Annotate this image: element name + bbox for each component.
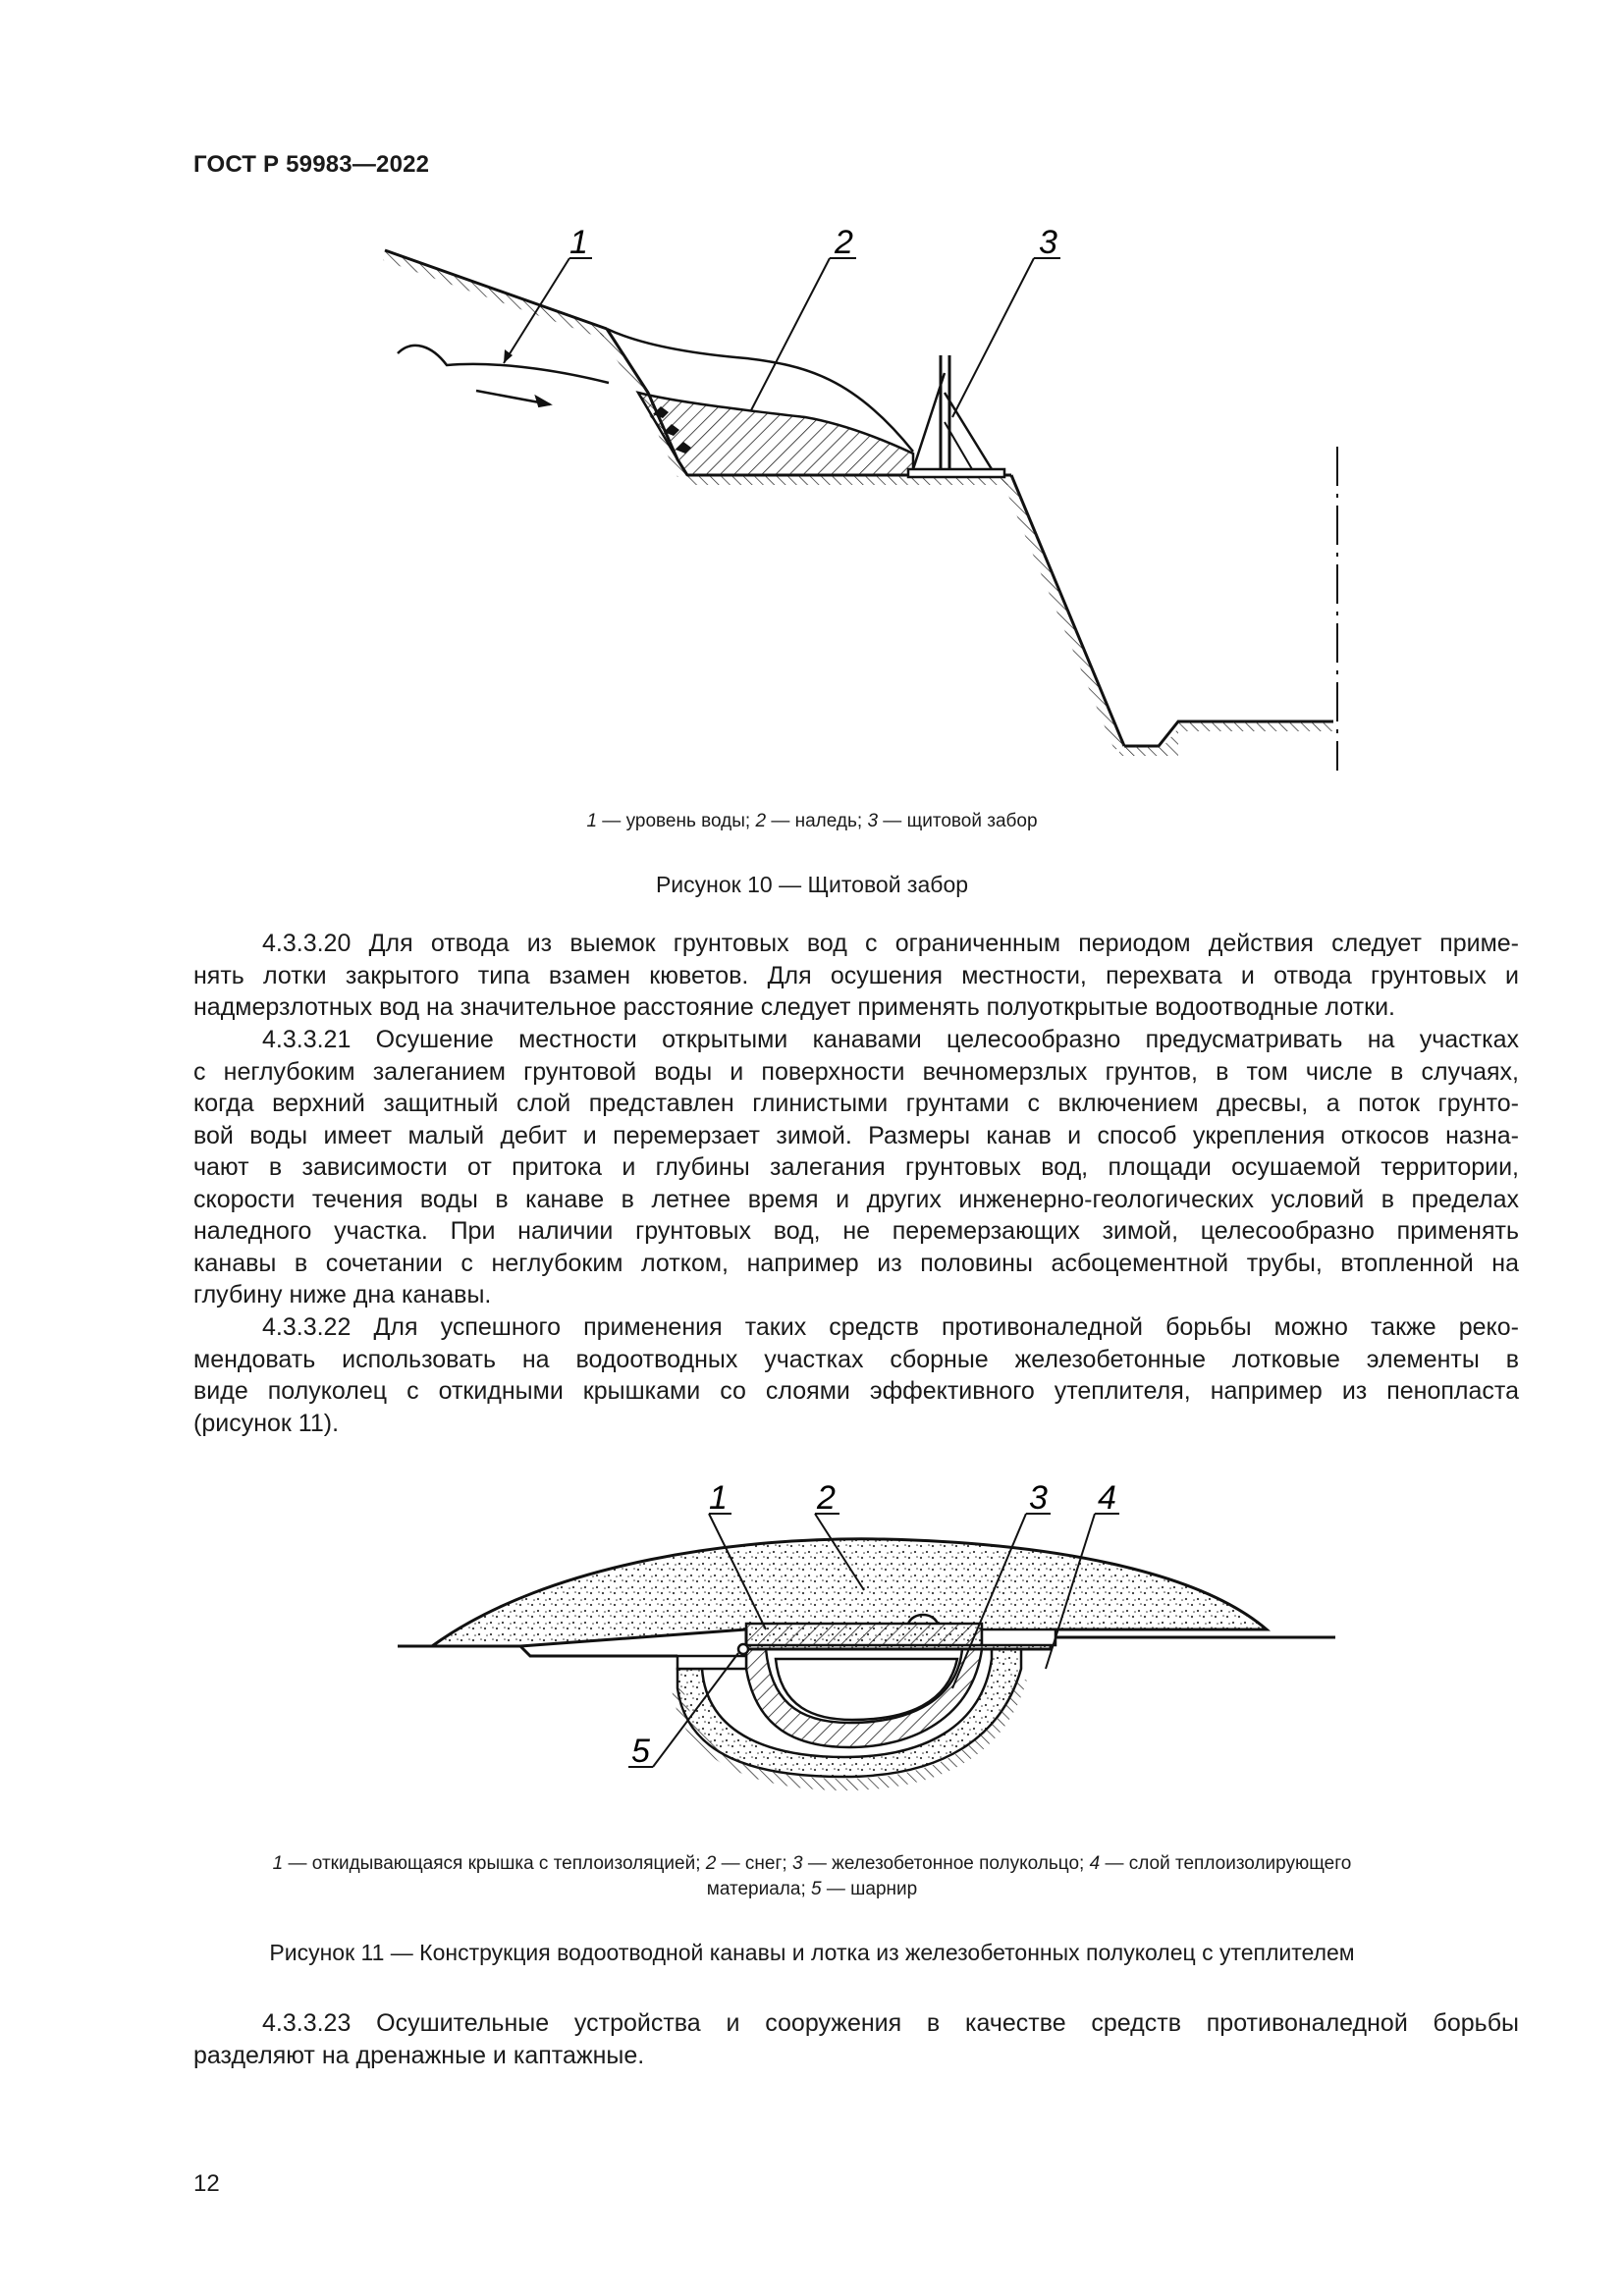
figure-11-callout-3: 3 <box>1029 1479 1048 1517</box>
figure-10-callout-2: 2 <box>835 224 853 261</box>
figure-11-callout-5: 5 <box>631 1733 650 1770</box>
figure-10-legend: 1 — уровень воды; 2 — наледь; 3 — щитовой забор <box>586 811 1038 831</box>
figure-11-drawing <box>388 1472 1340 1826</box>
figure-11-legend-line-2: материала; 5 — шарнир <box>706 1879 918 1899</box>
paragraph-4-3-3-20: 4.3.3.20 Для отвода из выемок грунтовых вод с ограниченным периодом действия следует приме- нять лотки закрытого типа взамен кюветов. Для осушения местности, перехвата и отвода грунтовых и надмерзлотных вод на значительное расстояние следует применять полуоткрытые водоотводные лотки. <box>193 930 1519 1021</box>
figure-11-callout-2: 2 <box>817 1479 836 1517</box>
figure-11-legend <box>0 1853 1624 1900</box>
figure-11-caption: Рисунок 11 — Конструкция водоотводной канавы и лотка из железобетонных полуколец с утеплителем <box>269 1940 1355 1965</box>
document-header: ГОСТ Р 59983—2022 <box>193 151 430 178</box>
figure-11-callout-4: 4 <box>1098 1479 1116 1517</box>
figure-10-callout-3: 3 <box>1039 224 1057 261</box>
figure-10-drawing <box>373 221 1345 780</box>
figure-10-callout-1: 1 <box>569 224 588 261</box>
paragraph-4-3-3-23: 4.3.3.23 Осушительные устройства и сооружения в качестве средств противоналедной борьбы разделяют на дренажные и каптажные. <box>193 2009 1519 2069</box>
figure-11-legend-line-1: 1 — откидывающаяся крышка с теплоизоляцией; 2 — снег; 3 — железобетонное полукольцо; 4 — слой теплоизолирующего <box>272 1853 1352 1874</box>
paragraph-4-3-3-22: 4.3.3.22 Для успешного применения таких средств противоналедной борьбы можно также реко- мендовать использовать на водоотводных участках сборные железобетонные лотковые элементы в виде полуколец с откидными крышками со слоями эффективного утеплителя, например из пенопласта (рисунок 11). <box>193 1313 1519 1437</box>
figure-10-caption: Рисунок 10 — Щитовой забор <box>655 872 969 897</box>
paragraph-4-3-3-21: 4.3.3.21 Осушение местности открытыми канавами целесообразно предусматривать на участках с неглубоким залеганием грунтовой воды и поверхности вечномерзлых грунтов, в том числе в случаях, когда верхний защитный слой представлен глинистыми грунтами с включением дресвы, а поток грунто- вой воды имеет малый дебит и перемерзает зимой. Размеры канав и способ укрепления откосов назна- чают в зависимости от притока и глубины залегания грунтовых вод, площади осушаемой территории, скорости течения воды в канаве в летнее время и других инженерно-геологических условий в пределах наледного участка. При наличии грунтовых вод, не перемерзающих зимой, целесообразно применять канавы в сочетании с неглубоким лотком, например из половины асбоцементной трубы, втопленной на глубину ниже дна канавы. <box>193 1026 1519 1308</box>
figure-11-callout-1: 1 <box>709 1479 728 1517</box>
page-number: 12 <box>193 2170 220 2197</box>
